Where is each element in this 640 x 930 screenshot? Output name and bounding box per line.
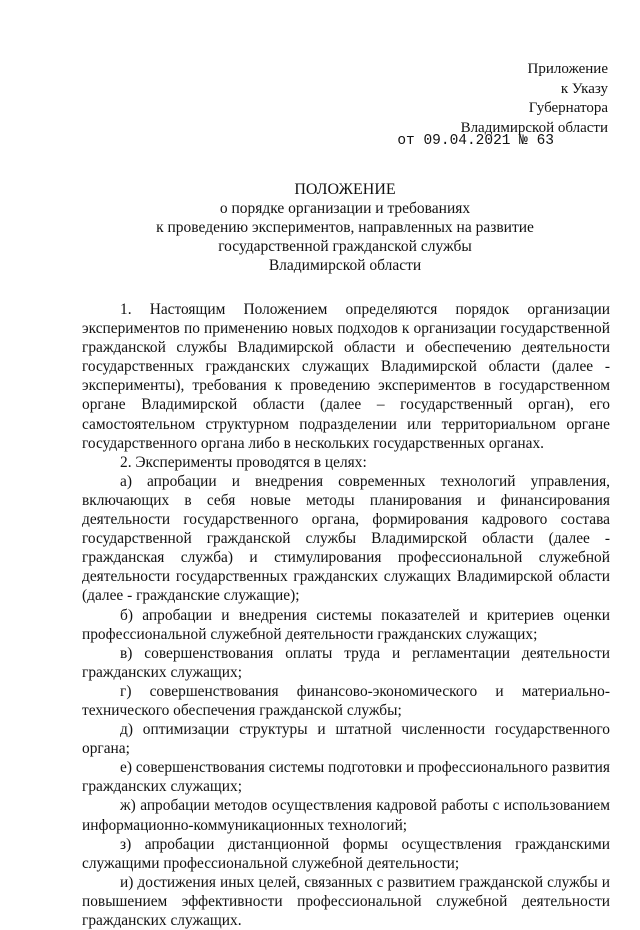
appendix-line-2: к Указу: [560, 80, 608, 97]
list-item-v: в) совершенствования оплаты труда и регламентации деятельности гражданских служащих;: [82, 644, 610, 681]
list-item-g: г) совершенствования финансово-экономического и материально-технического обеспечения гражданской службы;: [82, 682, 610, 719]
order-date-number: от 09.04.2021 № 63: [397, 133, 554, 149]
list-item-e: е) совершенствования системы подготовки и профессионального развития гражданских служащих;: [82, 759, 610, 796]
title-subtitle-3: государственной гражданской службы: [218, 238, 472, 255]
list-item-zh: ж) апробации методов осуществления кадровой работы с использованием информационно-коммуникационных технологий;: [82, 797, 610, 834]
appendix-line-1: Приложение: [527, 61, 608, 77]
list-item-z: з) апробации дистанционной формы осуществления гражданскими служащими профессиональной служебной деятельности;: [82, 835, 610, 872]
appendix-line-3: Губернатора: [528, 100, 608, 116]
paragraph-1: 1. Настоящим Положением определяются порядок организации экспериментов по применению новых подходов к организации государственной гражданской службы Владимирской области и обеспечению деятельности государственных гражданских служащих Владимирской области (далее - эксперименты), требования к проведению экспериментов в государственном органе Владимирской области (далее – государственный орган), его самостоятельном структурном подразделении или территориальном органе государственного органа либо в нескольких государственных органах.: [82, 301, 610, 452]
list-item-d: д) оптимизации структуры и штатной численности государственного органа;: [82, 721, 610, 758]
title-subtitle-1: о порядке организации и требованиях: [219, 200, 471, 217]
list-item-a: а) апробации и внедрения современных технологий управления, включающих в себя новые методы планирования и финансирования деятельности государственного органа, формирования кадрового состава государственной гражданской службы Владимирской области (далее - гражданская служба) и стимулирования профессиональной служебной деятельности государственных гражданских служащих Владимирской области (далее - гражданские служащие);: [82, 472, 610, 605]
appendix-line-4: Владимирской области: [460, 119, 608, 136]
title-heading: ПОЛОЖЕНИЕ: [294, 181, 396, 198]
paragraph-2: 2. Эксперименты проводятся в целях:: [120, 453, 367, 471]
title-subtitle-4: Владимирской области: [268, 257, 422, 274]
document-body: [82, 300, 610, 930]
list-item-i: и) достижения иных целей, связанных с развитием гражданской службы и повышением эффективности профессиональной служебной деятельности гражданских служащих.: [82, 873, 610, 929]
appendix-block: [461, 60, 608, 138]
document-title: [80, 180, 610, 275]
title-subtitle-2: к проведению экспериментов, направленных на развитие: [156, 219, 534, 236]
list-item-b: б) апробации и внедрения системы показателей и критериев оценки профессиональной служебной деятельности гражданских служащих;: [82, 606, 610, 643]
